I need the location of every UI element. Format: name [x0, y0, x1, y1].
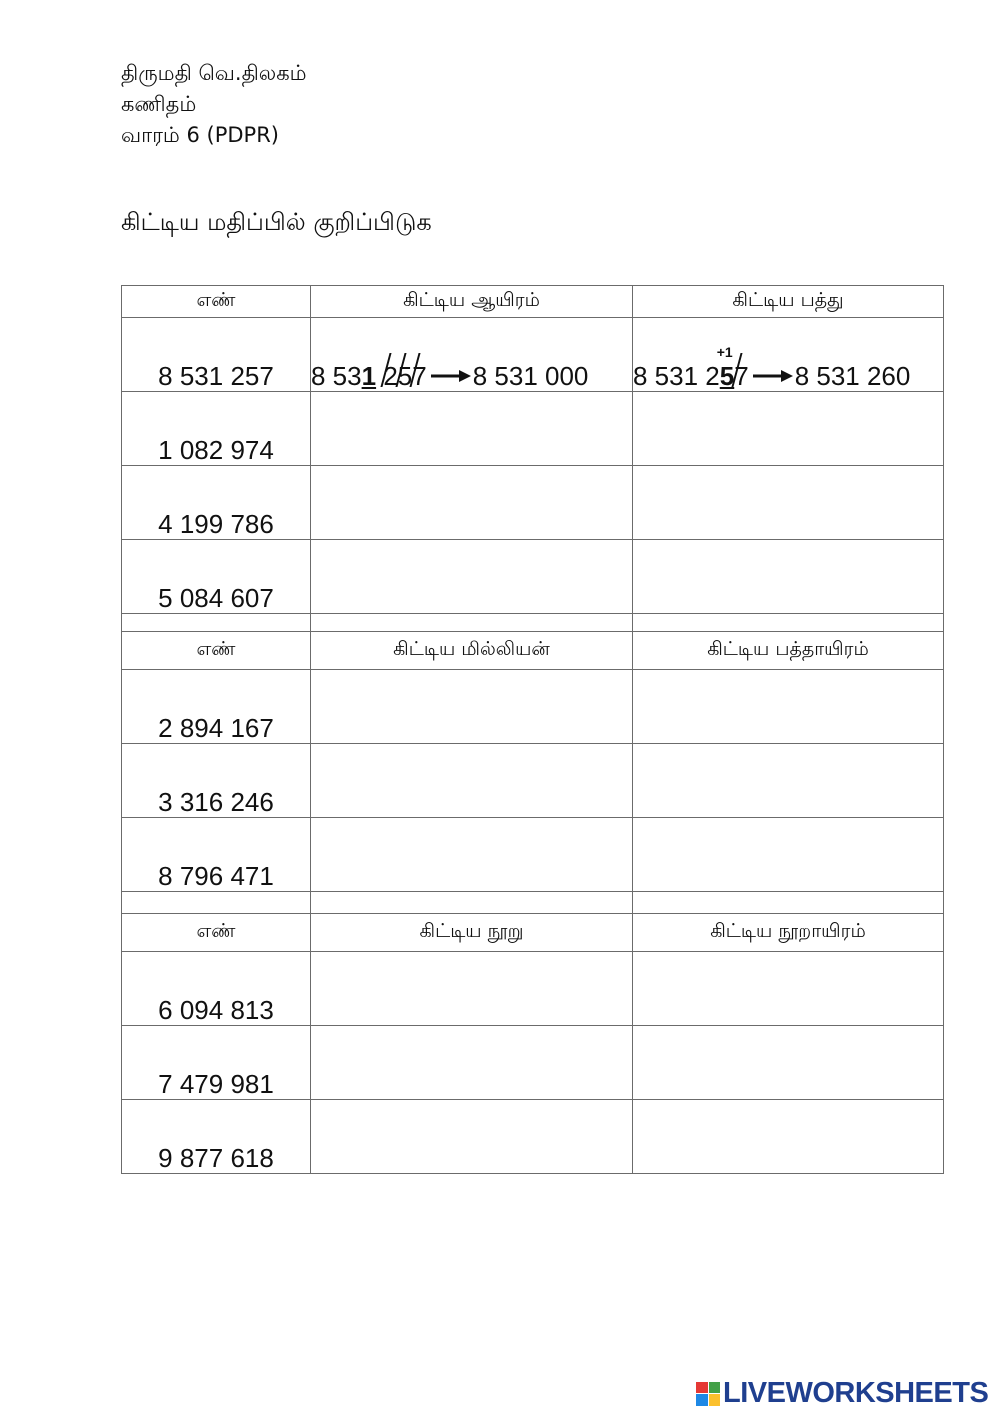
liveworksheets-logo [696, 1377, 988, 1410]
document-header [121, 58, 307, 151]
example-prefix: 8 53 [311, 361, 362, 391]
answer-cell[interactable] [311, 466, 633, 540]
number-cell: 2 894 167 [122, 670, 311, 744]
arrow-right-icon [753, 369, 793, 383]
mark-square-yellow [709, 1394, 721, 1406]
answer-cell[interactable] [633, 744, 944, 818]
answer-cell[interactable] [633, 1026, 944, 1100]
table-row [122, 540, 944, 614]
answer-cell[interactable] [633, 466, 944, 540]
section-header-row [122, 286, 944, 318]
carry-label: +1 [716, 344, 733, 360]
answer-cell[interactable] [311, 952, 633, 1026]
week-label: வாரம் 6 (PDPR) [121, 123, 280, 147]
struck-digit-text: 2 [383, 361, 398, 391]
answer-cell[interactable] [311, 744, 633, 818]
answer-cell[interactable] [633, 392, 944, 466]
example-thousand-cell [311, 318, 633, 392]
instruction-title: கிட்டிய மதிப்பில் குறிப்பிடுக [121, 208, 432, 236]
answer-cell[interactable] [311, 392, 633, 466]
worksheet-table [121, 285, 944, 1174]
header-nearest-ten: கிட்டிய பத்து [633, 286, 944, 318]
number-cell: 4 199 786 [122, 466, 311, 540]
example-result: 8 531 260 [794, 361, 911, 391]
section-header-row [122, 914, 944, 952]
answer-cell[interactable] [633, 952, 944, 1026]
mark-square-green [709, 1382, 721, 1394]
number-cell: 3 316 246 [122, 744, 311, 818]
answer-cell[interactable] [311, 818, 633, 892]
answer-cell[interactable] [311, 540, 633, 614]
number-cell: 7 479 981 [122, 1026, 311, 1100]
liveworksheets-mark-icon [696, 1382, 720, 1406]
struck-digit-text: 7 [734, 361, 749, 391]
answer-cell[interactable] [311, 1026, 633, 1100]
header-nearest-million: கிட்டிய மில்லியன் [311, 632, 633, 670]
answer-cell[interactable] [311, 670, 633, 744]
liveworksheets-text: LIVEWORKSHEETS [723, 1377, 989, 1409]
table-row [122, 818, 944, 892]
table-row [122, 1026, 944, 1100]
section-header-row [122, 632, 944, 670]
header-nearest-hundred-thousand: கிட்டிய நூறாயிரம் [633, 914, 944, 952]
mark-square-red [696, 1382, 708, 1394]
struck-digit-text: 7 [412, 361, 427, 391]
header-number: எண் [122, 286, 311, 318]
number-cell: 1 082 974 [122, 392, 311, 466]
number-cell: 5 084 607 [122, 540, 311, 614]
subject-name: கணிதம் [121, 92, 197, 116]
struck-digit [412, 361, 426, 391]
example-result: 8 531 000 [472, 361, 589, 391]
underlined-digit: 1 [361, 361, 377, 391]
struck-digit-text: 5 [397, 361, 413, 391]
spacer-row [122, 614, 944, 632]
number-cell: 8 531 257 [122, 318, 311, 392]
teacher-name: திருமதி வெ.திலகம் [121, 61, 307, 85]
underlined-digit-text: 5 [719, 361, 735, 391]
header-number: எண் [122, 914, 311, 952]
header-nearest-thousand: கிட்டிய ஆயிரம் [311, 286, 633, 318]
header-number: எண் [122, 632, 311, 670]
table-row [122, 670, 944, 744]
table-row [122, 466, 944, 540]
header-nearest-hundred: கிட்டிய நூறு [311, 914, 633, 952]
answer-cell[interactable] [633, 540, 944, 614]
arrow-right-icon [431, 369, 471, 383]
answer-cell[interactable] [633, 818, 944, 892]
answer-cell[interactable] [633, 1100, 944, 1174]
answer-cell[interactable] [311, 1100, 633, 1174]
example-prefix: 8 531 2 [633, 361, 720, 391]
table-row [122, 1100, 944, 1174]
example-ten-cell [633, 318, 944, 392]
number-cell: 9 877 618 [122, 1100, 311, 1174]
number-cell: 8 796 471 [122, 818, 311, 892]
struck-digit [734, 361, 748, 391]
table-row [122, 744, 944, 818]
spacer-row [122, 892, 944, 914]
header-nearest-ten-thousand: கிட்டிய பத்தாயிரம் [633, 632, 944, 670]
table-row [122, 952, 944, 1026]
mark-square-blue [696, 1394, 708, 1406]
table-row [122, 392, 944, 466]
number-cell: 6 094 813 [122, 952, 311, 1026]
answer-cell[interactable] [633, 670, 944, 744]
table-row [122, 318, 944, 392]
